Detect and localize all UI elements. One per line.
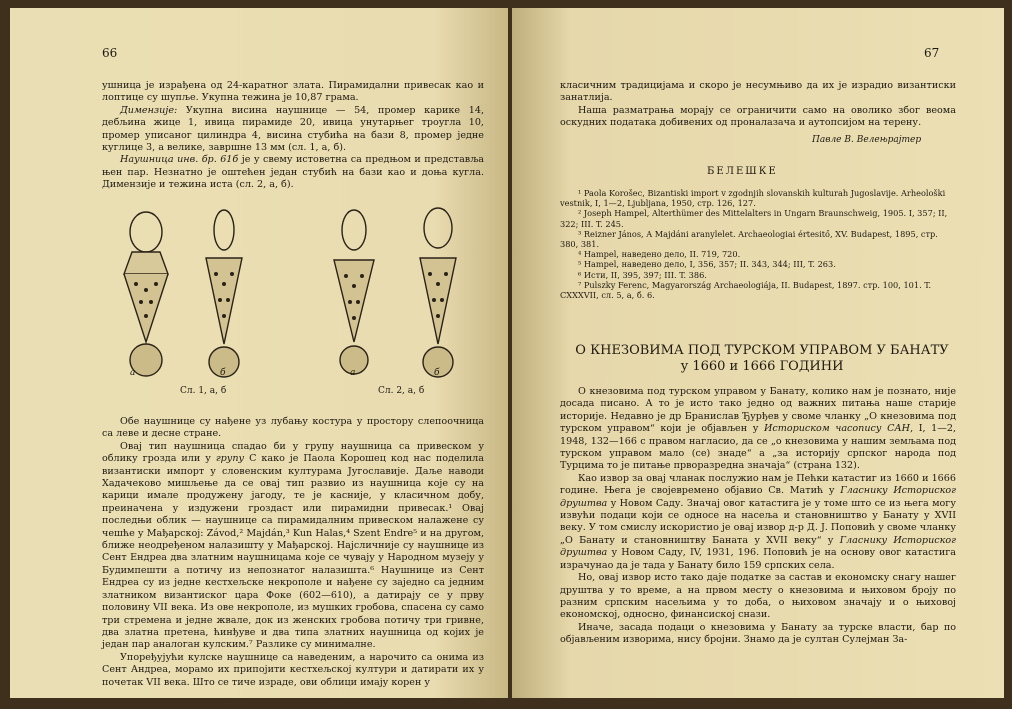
paragraph: Као извор за овај чланак послужио нам је Пећки катастиг из 1660 и 1666 године. Њега је својевремено објавио Св. Матић у Гласнику Историског друштва у Новом Саду. Значај овог катастига је у томе што се из њега могу извући подаци који се односе на насеља и становништво у Банату у XVII веку. У том смислу искористио је овај извор д-р Д. Ј. Поповић у своме чланку „О Банату и становништву Баната у XVII веку“ у Гласнику Историског друштва у Новом Саду, IV, 1931, 196. Поповић је на основу овог катастига израчунао да је тада у Банату било 159 српских села. (560, 472, 956, 571)
title-line: у 1660 и 1666 ГОДИНИ (680, 359, 844, 374)
paragraph: класичним традицијама и скоро је несумњиво да их је израдио византиски занатлија. (560, 80, 956, 104)
text-block-top (560, 80, 956, 130)
earring-figures (106, 204, 486, 398)
paragraph: О кнезовима под турском управом у Банату, колико нам је познато, није досада писано. А то је исто тако једно од важних питања наше старије историје. Недавно је др Бранислав Ђурђев у своме чланку „О кнезовима под турском управом“ који је објављен у Историском часопису САН, I, 1—2, 1948, 132—166 с правом нагласио, да се „о кнезовима у нашим земљама под турском управом мало (се) знаде“ а „за историју српског народа под Турцима то је питање прворазредна значаја“ (страна 132). (560, 386, 956, 472)
note-item: ² Joseph Hampel, Alterthümer des Mittelalters in Ungarn Braunschweig, 1905. I, 357; II, 322; III. T. 245. (560, 208, 948, 229)
article-body (560, 386, 956, 647)
sub-label-b: б (434, 368, 440, 378)
dimensions-label: Димензије: (120, 104, 178, 116)
paragraph: Иначе, засада подаци о кнезовима у Банату за турске власти, бар по објављеним изворима, нису бројни. Знамо да је султан Сулејман За- (560, 621, 956, 646)
note-item: ³ Reizner János, A Majdáni aranylelet. Archaeologiai értesitő, XV. Budapest, 1895, стр. 380, 381. (560, 228, 938, 250)
title-line: О КНЕЗОВИМА ПОД ТУРСКОМ УПРАВОМ У БАНАТУ (575, 343, 949, 358)
figure-caption: Сл. 1, а, б (180, 386, 227, 396)
figure-caption: Сл. 2, а, б (378, 386, 425, 396)
text-block-top (102, 80, 484, 192)
note-item: ⁷ Pulszky Ferenc, Magyarország Archaeologiája, II. Budapest, 1897. стр. 100, 101. T. CXXXVII, сл. 5, а, б. 6. (560, 279, 932, 301)
note-item: ⁶ Исти, II, 395, 397; III. T. 386. (578, 269, 707, 280)
text-block-bottom (102, 416, 484, 689)
earring-illustration (106, 204, 486, 398)
notes-list (560, 188, 954, 300)
right-page (512, 8, 1004, 698)
author-signature: Павле В. Велењрајтер (812, 135, 922, 145)
paragraph: Наушница инв. бр. 61б је у свему истоветна са предњом и представља њен пар. Незнатно је оштећен један стубић на бази као и доња кугла. Димензије и тежина иста (сл. 2, а, б). (102, 154, 484, 191)
paragraph: Димензије: Укупна висина наушнице — 54, промер карике 14, дебљина жице 1, ивица пирамиде 20, ивица унутарњег троугла 10, промер уписаног цилиндра 4, висина стубића на бази 8, промер једне куглице 3, а велике, завршне 13 мм (сл. 1, а, б). (102, 104, 484, 154)
paragraph: Обе наушнице су нађене уз лубању костура у простору слепоочница са леве и десне стране. (102, 416, 484, 440)
paragraph: ушница је израђена од 24-каратног злата. Пирамидални привесак као и лоптице су шупље. Укупна тежина је 10,87 грама. (102, 80, 484, 104)
note-item: ¹ Paola Korošec, Bizantiski import v zgodnjih slovanskih kulturah Jugoslavije. Arheološki vestnik, I, 1—2, Ljubljana, 1950, стр. 126, 127. (560, 188, 946, 209)
page-number: 66 (102, 46, 118, 60)
earring-label: Наушница инв. бр. 61б (120, 154, 239, 166)
paragraph: Но, овај извор исто тако даје податке за састав и економску снагу нашег друштва у то време, а на првом месту о кнезовима и њиховом броју по разним српским насељима у то доба, о њиховом значају и о њиховој економској, односно, финансиској снази. (560, 572, 956, 621)
paragraph: Наша разматрања морају се ограничити само на оволико због веома оскудних података добивених од проналазача и аутопсијом на терену. (560, 104, 956, 129)
article-title (562, 343, 962, 375)
page-number: 67 (924, 46, 940, 60)
sub-label-a: а (130, 368, 136, 378)
paragraph: Овај тип наушница спадао би у групу наушница са привеском у облику грозда или у групу С како је Паола Корошец код нас поделила византиски импорт у словенским културама Југославије. Даље наводи Хадачеково мишљење да се овај тип развио из наушница које су на карици имале продужену јагоду, те је касније, у класичном добу, преиначена у издужени гроздаст или пирамидни привесак.¹ Овај последњи облик — наушнице са пирамидалним привеском налажене су чешће у Мађарској: Závod,² Majdán,³ Kun Halas,⁴ Szent Endre⁵ и на другом, ближе неодређеном налазишту у Мађарској. Најсличније су наушнице из Сент Ендреа два златним наушницама које се чувају у Народном музеју у Будимпешти а потичу из непознатог налазишта.⁶ Наушнице из Сент Ендреа су из једне кестхељске некрополе и нађене су заједно са једним златником византиског цара Фоке (602—610), а датирају се у прву половину VII века. Из ове некрополе, из мушких гробова, спасена су само три стремена и једне жвале, док из женских гробова потичу три гривне, два златна претена, ћинђуве и два типа златних наушница од којих је један пар аналоган кулским.⁷ Разлике су минималне. (102, 440, 484, 651)
sub-label-b: б (220, 368, 226, 378)
left-page (10, 8, 508, 698)
notes-heading: БЕЛЕШКЕ (707, 166, 778, 177)
note-item: ⁵ Hampel, наведено дело, I, 356, 357; II. 343, 344; III, T. 263. (578, 259, 836, 270)
sub-label-a: а (350, 368, 356, 378)
paragraph: Упоређујући кулске наушнице са наведеним, а нарочито са онима из Сент Андреа, морамо их припојити кестхељској култури и датирати их у почетак VII века. Што се тиче израде, ови облици имају корен у (102, 651, 484, 688)
note-item: ⁴ Hampel, наведено дело, II. 719, 720. (578, 249, 741, 260)
